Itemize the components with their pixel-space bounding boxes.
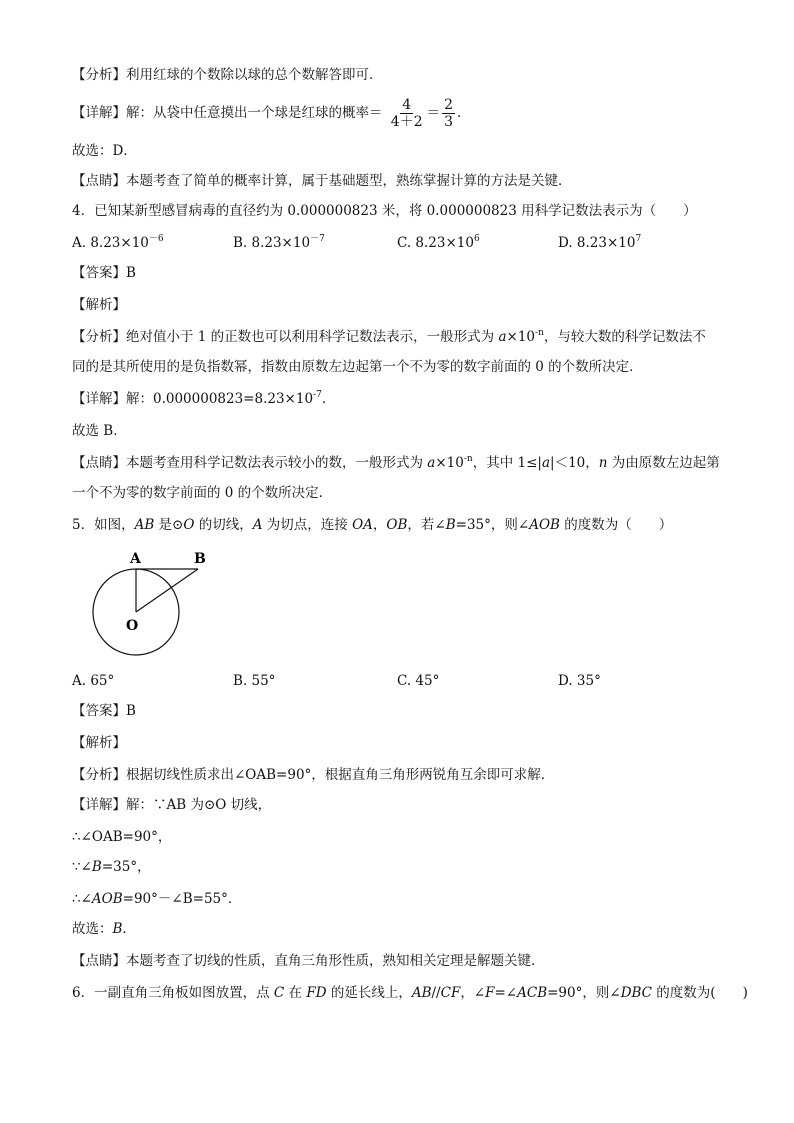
q4-jiexi: 【解析】: [72, 297, 126, 313]
label-o: O: [126, 618, 139, 634]
q4-option-c: C. $8.23\times 10^6$: [397, 234, 480, 251]
q6-stem: 6．一副直角三角板如图放置，点 C 在 FD 的延长线上，AB//CF，∠F=∠ACB=90°，则∠DBC 的度数为( ): [72, 985, 748, 1001]
q5-step2: ∵∠B=35°，: [72, 859, 151, 875]
q4-analysis-line2: 同的是其所使用的是负指数幂，指数由原数左边起第一个不为零的数字前面的 0 的个数所决定．: [72, 359, 643, 375]
q4-option-b: B. $8.23\times 10^{-7}$: [233, 234, 325, 251]
q5-choice: 故选：B．: [72, 921, 136, 937]
detail-tag: 【详解】: [72, 105, 126, 121]
q4-stem: 4．已知某新型感冒病毒的直径约为 0.000000823 米，将 0.000000823 用科学记数法表示为（ ）: [72, 203, 697, 219]
q3-comment: [72, 172, 572, 190]
q4-comment-line1: 【点睛】本题考查用科学记数法表示较小的数，一般形式为 $a\times 10^{-n}$，其中 1≤|a|＜10，n 为由原数左边起第: [72, 454, 720, 471]
q5-option-c: C. 45°: [397, 673, 440, 689]
detail-text: 解：从袋中任意摸出一个球是红球的概率＝: [126, 105, 383, 121]
q4-comment-line2: 一个不为零的数字前面的 0 的个数所决定．: [72, 485, 333, 501]
q4-option-d: D. $8.23\times 10^7$: [558, 234, 642, 251]
q4-option-a: A. $8.23\times 10^{-6}$: [72, 234, 164, 251]
label-a: A: [130, 551, 141, 567]
segment-ob: [136, 569, 198, 612]
q3-choice: 故选：D．: [72, 143, 137, 159]
q5-jiexi: 【解析】: [72, 735, 126, 751]
q5-analysis: 【分析】根据切线性质求出∠OAB=90°，根据直角三角形两锐角互余即可求解．: [72, 767, 555, 783]
q4-choice: 故选 B．: [72, 423, 127, 439]
comment-tag: 【点睛】: [72, 173, 126, 189]
q5-stem: 5．如图，AB 是⊙O 的切线，A 为切点，连接 OA，OB，若∠B=35°，则∠AOB 的度数为（ ）: [72, 517, 673, 533]
analysis-text: 利用红球的个数除以球的总个数解答即可．: [126, 67, 383, 83]
q5-comment: 【点睛】本题考查了切线的性质，直角三角形性质，熟知相关定理是解题关键．: [72, 953, 545, 969]
q5-detail: 【详解】解：∵AB 为⊙O 切线，: [72, 797, 272, 813]
label-b: B: [194, 551, 206, 567]
answer-value: B: [126, 265, 136, 281]
q5-answer: 【答案】B: [72, 703, 136, 719]
q5-option-a: A. 65°: [72, 673, 115, 689]
q5-option-b: B. 55°: [233, 673, 276, 689]
q5-step1: ∴∠OAB=90°，: [72, 829, 172, 845]
fraction-4-over-6: $\frac{4}{4+2}$: [390, 97, 423, 130]
analysis-tag: 【分析】: [72, 67, 126, 83]
circle-tangent-figure: [88, 542, 248, 662]
q3-detail: 【详解】解：从袋中任意摸出一个球是红球的概率＝ $\frac{4}{4+2}$ ＝ $\frac{2}{3}$ ．: [72, 97, 471, 130]
comment-text: 本题考查了简单的概率计算，属于基础题型，熟练掌握计算的方法是关键．: [126, 173, 572, 189]
q5-step3: ∴∠AOB=90°－∠B=55°．: [72, 891, 242, 907]
q4-answer: [72, 264, 136, 282]
q4-detail: 【详解】解：$0.000000823=8.23\times 10^{-7}$．: [72, 390, 336, 407]
q4-analysis-line1: 【分析】绝对值小于 1 的正数也可以利用科学记数法表示，一般形式为 $a\times 10^{-n}$，与较大数的科学记数法不: [72, 328, 706, 345]
answer-tag: 【答案】: [72, 265, 126, 281]
q3-analysis: [72, 66, 383, 84]
q5-option-d: D. 35°: [558, 673, 601, 689]
fraction-2-over-3: $\frac{2}{3}$: [444, 97, 454, 130]
